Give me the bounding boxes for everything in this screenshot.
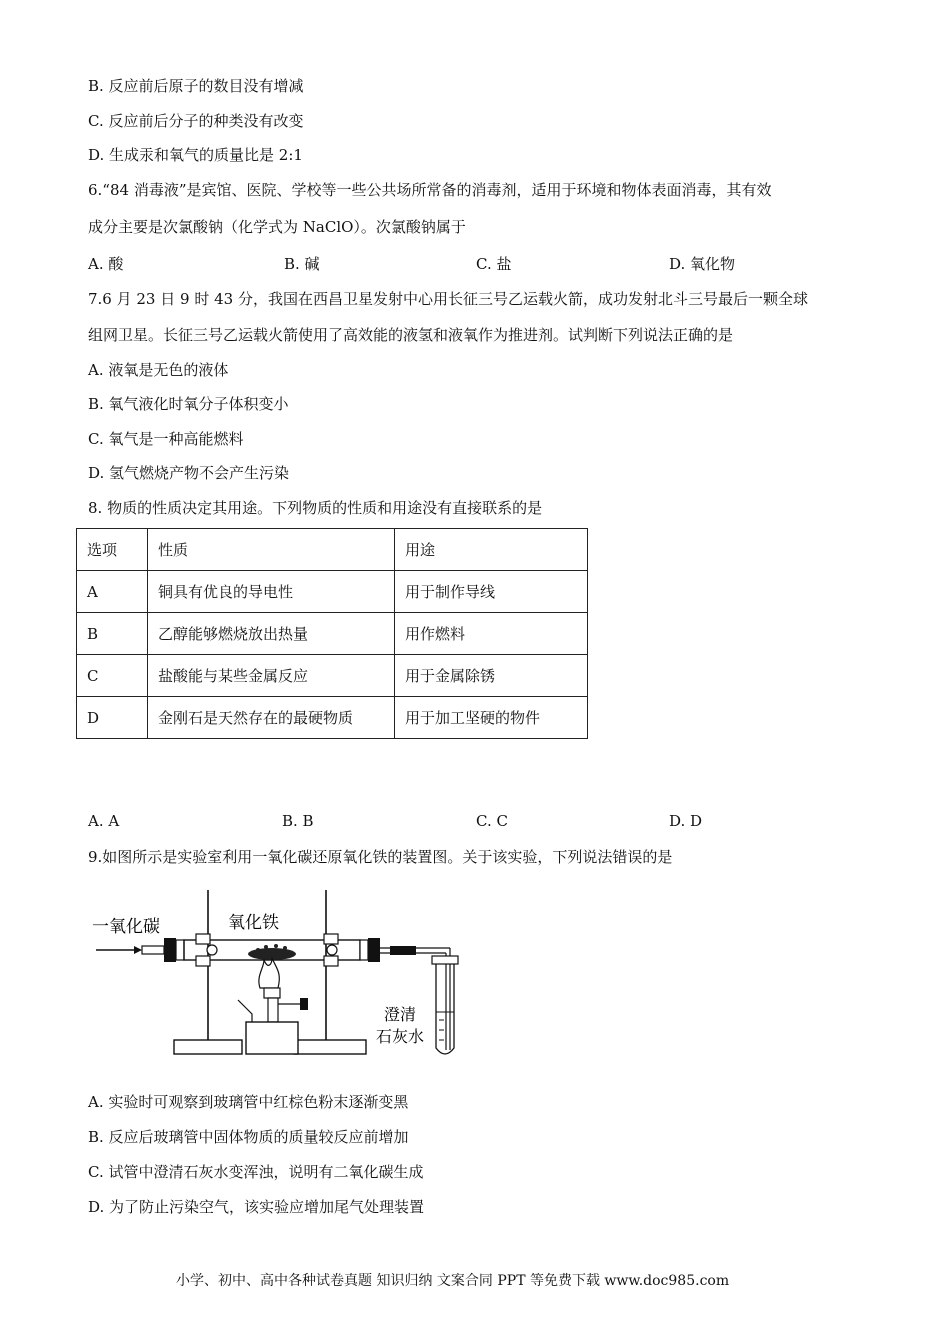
table-row (77, 655, 588, 697)
page-footer: 小学、初中、高中各种试卷真题 知识归纳 文案合同 PPT 等免费下载 www.doc985.com (176, 1273, 730, 1289)
limewater-label-line2: 石灰水 (376, 1027, 425, 1046)
table-row (77, 697, 588, 739)
powder-grain (264, 945, 268, 949)
left-clamp-top (196, 934, 210, 944)
q8-option-d: D. D (669, 812, 703, 830)
right-stand-base (294, 1040, 366, 1054)
q7-stem-line2: 组网卫星。长征三号乙运载火箭使用了高效能的液氢和液氧作为推进剂。试判断下列说法正确的是 (88, 326, 734, 344)
co-arrowhead (134, 946, 142, 954)
left-stopper-ring (176, 940, 184, 960)
left-stand-base (174, 1040, 242, 1054)
burner-valve-knob (300, 998, 308, 1010)
table-header-row (77, 529, 588, 571)
q9-stem: 9.如图所示是实验室利用一氧化碳还原氧化铁的装置图。关于该实验，下列说法错误的是 (88, 848, 673, 866)
q9-option-b: B. 反应后玻璃管中固体物质的质量较反应前增加 (88, 1128, 409, 1146)
q5-option-c: C. 反应前后分子的种类没有改变 (88, 112, 304, 130)
q6-option-d: D. 氧化物 (669, 255, 736, 273)
q7-option-c: C. 氧气是一种高能燃料 (88, 430, 244, 448)
limewater-label-line1: 澄清 (384, 1005, 417, 1024)
q8-table (76, 528, 588, 739)
right-clamp-bottom (324, 956, 338, 966)
left-clamp-bottom (196, 956, 210, 966)
inlet-tube (142, 946, 164, 954)
q6-option-c: C. 盐 (476, 255, 512, 273)
right-stopper-ring (360, 940, 368, 960)
burner-nozzle (264, 988, 280, 998)
burner-base (246, 1022, 298, 1054)
table-cell: 用作燃料 (395, 613, 588, 655)
right-clamp-screw (327, 945, 337, 955)
left-stopper (164, 938, 176, 962)
q9-option-d: D. 为了防止污染空气，该实验应增加尾气处理装置 (88, 1198, 425, 1216)
table-cell: B (77, 613, 148, 655)
table-cell: 用于金属除锈 (395, 655, 588, 697)
rubber-joint (390, 946, 416, 955)
table-header-use: 用途 (395, 529, 588, 571)
q6-stem-line1: 6.“84 消毒液”是宾馆、医院、学校等一些公共场所常备的消毒剂，适用于环境和物体表面消毒，其有效 (88, 181, 772, 199)
burner-tube (268, 998, 278, 1022)
table-cell: 用于制作导线 (395, 571, 588, 613)
table-cell: 金刚石是天然存在的最硬物质 (148, 697, 395, 739)
q5-option-b: B. 反应前后原子的数目没有增减 (88, 77, 304, 95)
left-clamp-screw (207, 945, 217, 955)
q7-stem-line1: 7.6 月 23 日 9 时 43 分，我国在西昌卫星发射中心用长征三号乙运载火箭，成功发射北斗三号最后一颗全球 (88, 290, 808, 308)
table-header-property: 性质 (148, 529, 395, 571)
q8-stem: 8. 物质的性质决定其用途。下列物质的性质和用途没有直接联系的是 (88, 499, 543, 517)
q8-options (88, 812, 868, 834)
q8-option-a: A. A (88, 812, 120, 830)
test-tube (436, 964, 454, 1054)
q6-option-b: B. 碱 (284, 255, 320, 273)
q8-option-b: B. B (282, 812, 314, 830)
q7-option-d: D. 氢气燃烧产物不会产生污染 (88, 464, 290, 482)
q6-stem-line2: 成分主要是次氯酸钠（化学式为 NaClO）。次氯酸钠属于 (88, 218, 466, 236)
table-header-option: 选项 (77, 529, 148, 571)
q9-option-c: C. 试管中澄清石灰水变浑浊，说明有二氧化碳生成 (88, 1163, 424, 1181)
flame-icon (259, 958, 279, 988)
powder-grain (274, 944, 278, 948)
table-cell: C (77, 655, 148, 697)
table-cell: A (77, 571, 148, 613)
right-clamp-top (324, 934, 338, 944)
q7-option-b: B. 氧气液化时氧分子体积变小 (88, 395, 289, 413)
q9-option-a: A. 实验时可观察到玻璃管中红棕色粉末逐渐变黑 (88, 1093, 409, 1111)
gas-inlet (238, 1000, 252, 1022)
q7-option-a: A. 液氧是无色的液体 (88, 361, 229, 379)
fe2o3-label: 氧化铁 (228, 913, 279, 933)
table-cell: 乙醇能够燃烧放出热量 (148, 613, 395, 655)
table-row (77, 613, 588, 655)
right-stopper (368, 938, 380, 962)
table-cell: 用于加工坚硬的物件 (395, 697, 588, 739)
q8-option-c: C. C (476, 812, 508, 830)
q6-options (88, 253, 868, 275)
table-cell: D (77, 697, 148, 739)
test-tube-stopper (432, 956, 458, 964)
co-reduction-apparatus-figure (88, 880, 488, 1065)
q5-option-d: D. 生成汞和氧气的质量比是 2:1 (88, 146, 303, 164)
powder-grain (256, 948, 260, 952)
q6-option-a: A. 酸 (88, 255, 124, 273)
table-cell: 盐酸能与某些金属反应 (148, 655, 395, 697)
table-cell: 铜具有优良的导电性 (148, 571, 395, 613)
powder-grain (283, 946, 287, 950)
table-row (77, 571, 588, 613)
co-label: 一氧化碳 (92, 917, 160, 937)
